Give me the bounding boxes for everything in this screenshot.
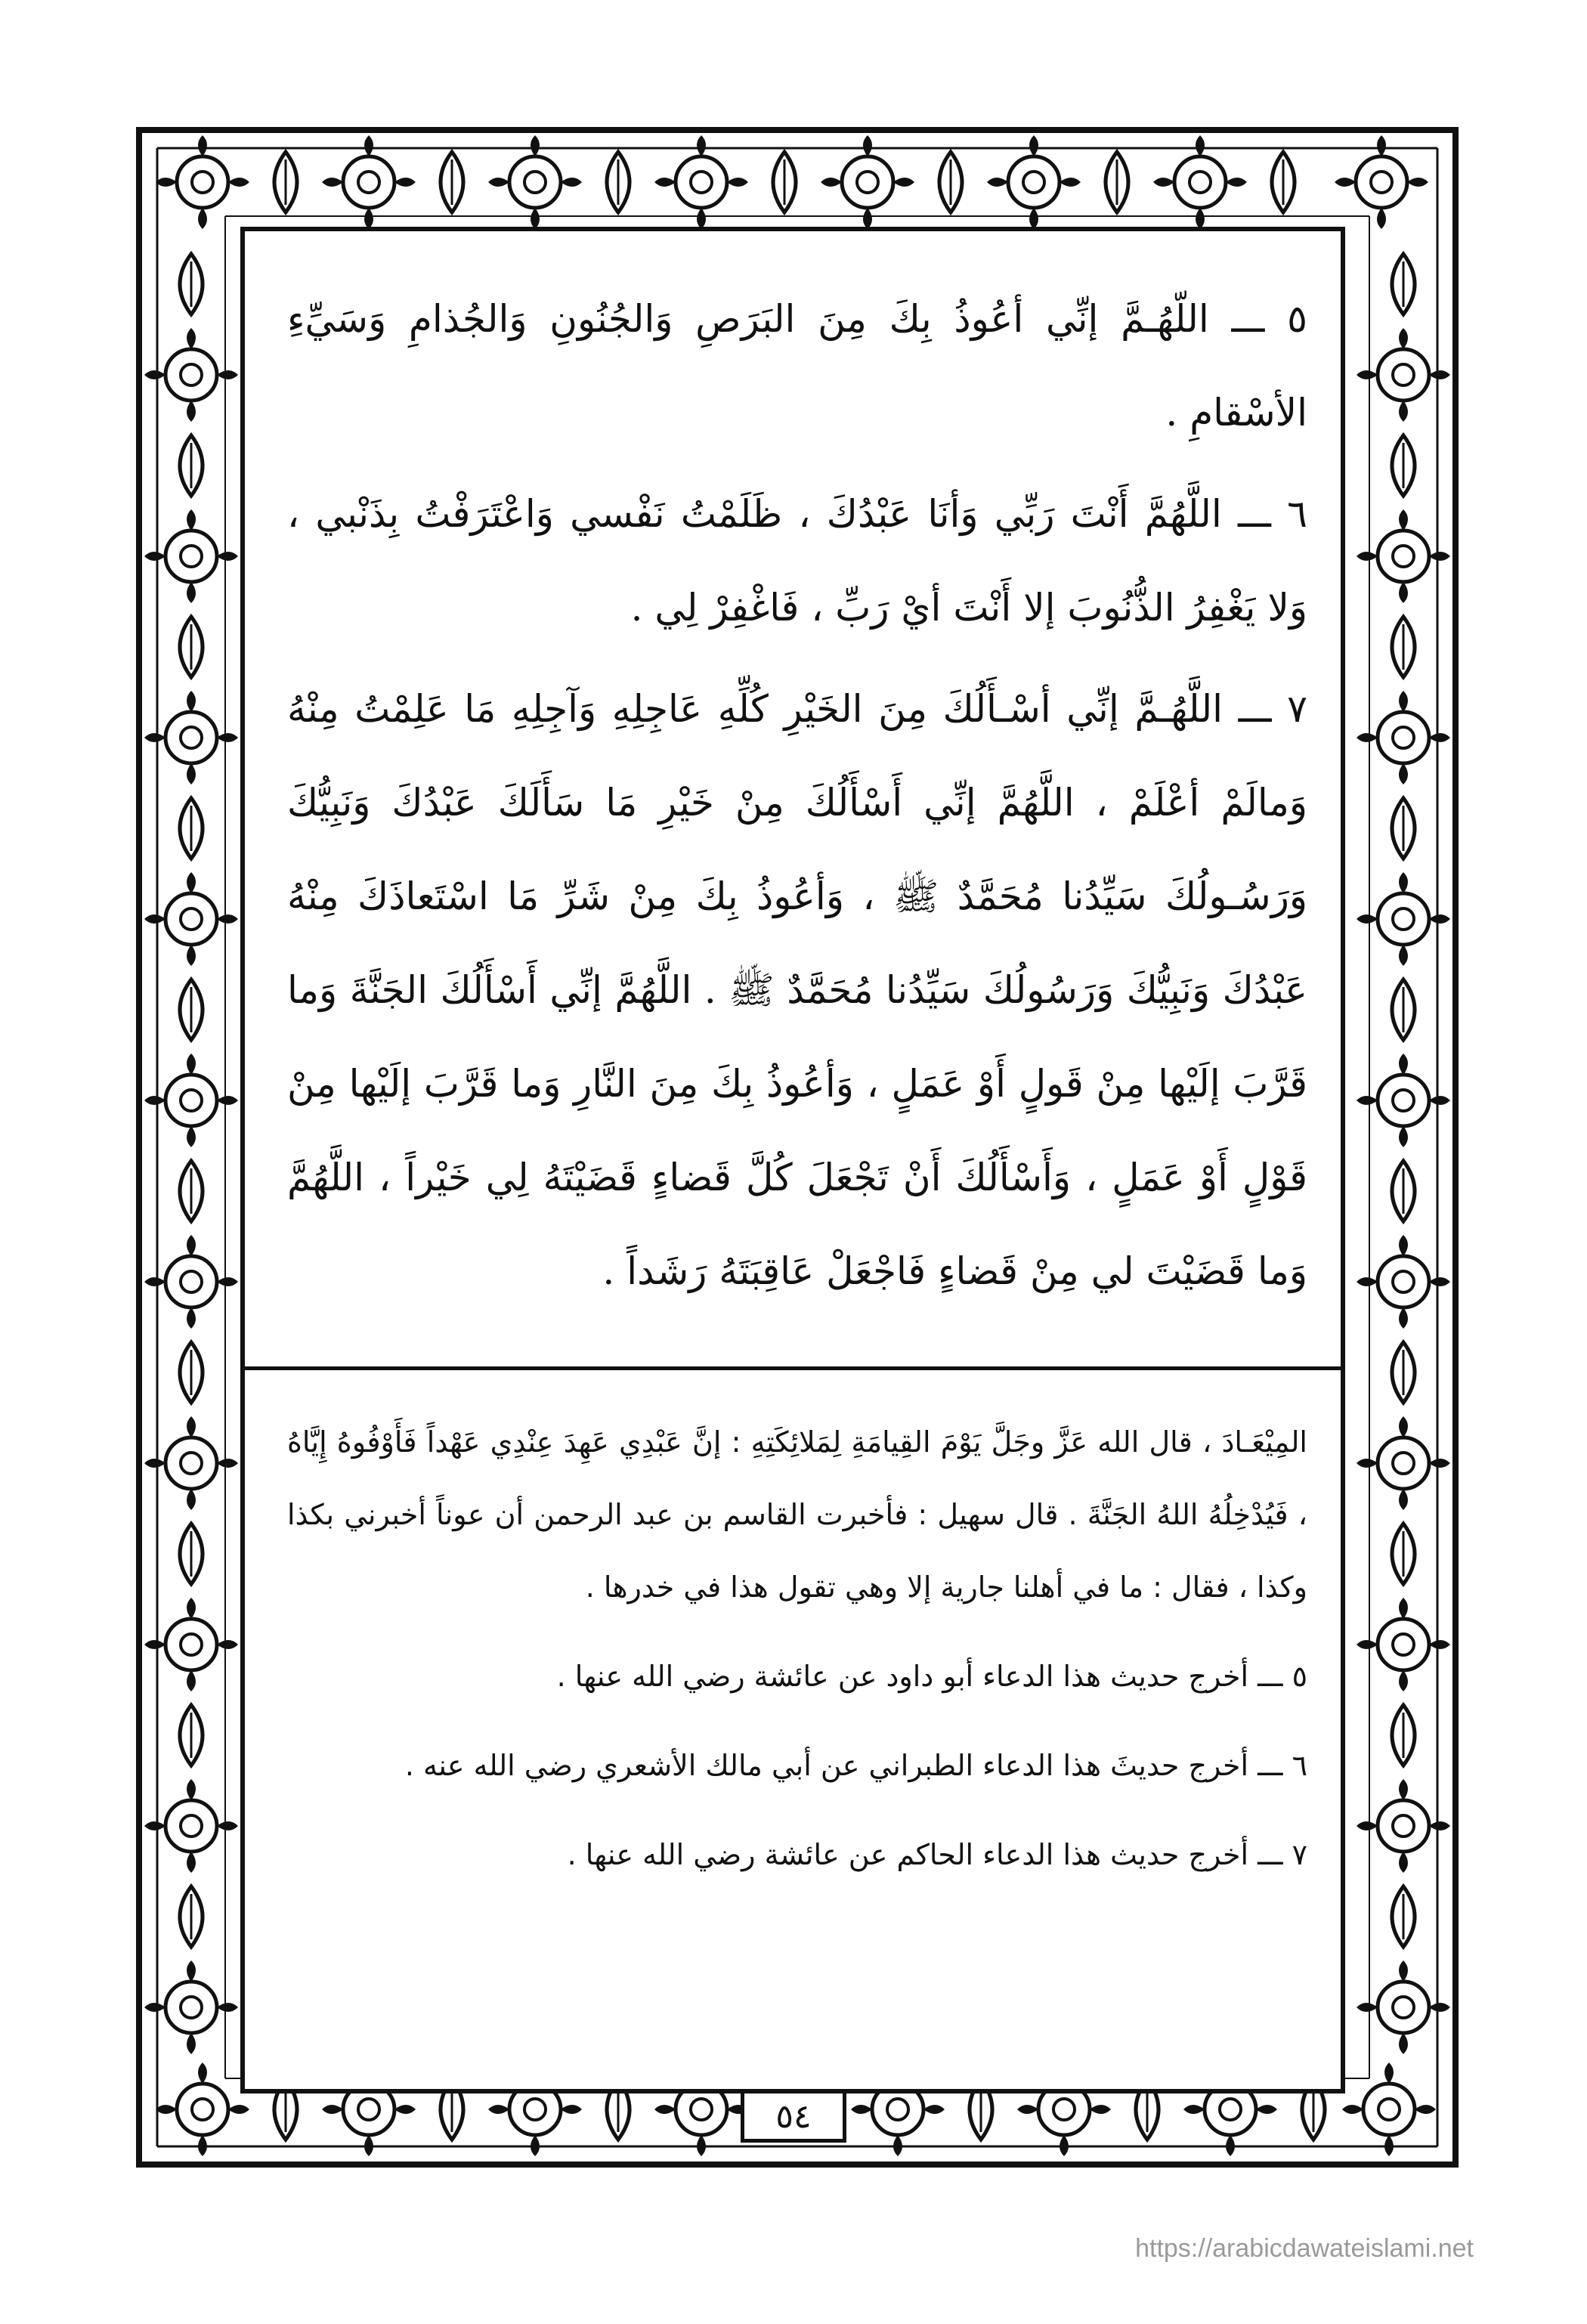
dua-section	[287, 272, 1307, 1326]
dua-5: ٥ ـــ اللّهُـمَّ إنِّي أعُوذُ بِكَ مِنَ البَرَصِ وَالجُنُونِ وَالجُذامِ وَسَيِّءِ الأسْقامِ .	[287, 297, 1307, 435]
footnotes-section	[287, 1406, 1307, 1908]
dua-7: ٧ ـــ اللَّهُـمَّ إنِّي أسْـأَلُكَ مِنَ الخَيْرِ كُلِّهِ عَاجِلِهِ وَآجِلِهِ مَا عَلِمْتُ مِنْهُ وَمالَمْ أعْلَمْ ، اللَّهُمَّ إنِّي أَسْأَلُكَ مِنْ خَيْرِ مَا سَأَلَكَ عَبْدُكَ وَنَبِيُّكَ وَرَسُـولُكَ سَيِّدُنا مُحَمَّدٌ ﷺ ، وَأعُوذُ بِكَ مِنْ شَرِّ مَا اسْتَعاذَكَ مِنْهُ عَبْدُكَ وَنَبِيُّكَ وَرَسُولُكَ سَيِّدُنا مُحَمَّدٌ ﷺ . اللَّهُمَّ إنِّي أَسْأَلُكَ الجَنَّةَ وَما قَرَّبَ إلَيْها مِنْ قَولٍ أَوْ عَمَلٍ ، وَأعُوذُ بِكَ مِنَ النَّارِ وَما قَرَّبَ إلَيْها مِنْ قَوْلٍ أَوْ عَمَلٍ ، وَأَسْأَلُكَ أَنْ تَجْعَلَ كُلَّ قَضاءٍ قَضَيْتَهُ لِي خَيْراً ، اللَّهُمَّ وَما قَضَيْتَ لي مِنْ قَضاءٍ فَاجْعَلْ عَاقِبَتَهُ رَشَداً .	[287, 687, 1307, 1293]
footnote-divider	[245, 1366, 1341, 1370]
footnote-5: ٥ ـــ أخرج حديث هذا الدعاء أبو داود عن عائشة رضي الله عنها .	[556, 1660, 1307, 1693]
page-number: ٥٤	[741, 2090, 846, 2143]
footnote-6: ٦ ـــ أخرج حديثَ هذا الدعاء الطبراني عن أبي مالك الأشعري رضي الله عنه .	[404, 1749, 1307, 1782]
footnote-continuation: المِيْعَـادَ ، قال الله عَزَّ وجَلَّ يَوْمَ القِيامَةِ لِمَلائِكَتِهِ : إنَّ عَبْدِي عَهِدَ عِنْدِي عَهْداً فَأَوْفُوهُ إِيَّاهُ ، فَيُدْخِلُهُ اللهُ الجَنَّةَ . قال سهيل : فأخبرت القاسم بن عبد الرحمن أن عوناً أخبرني بكذا وكذا ، فقال : ما في أهلنا جارية إلا وهي تقول هذا في خدرها .	[287, 1425, 1307, 1604]
dua-6: ٦ ـــ اللَّهُمَّ أَنْتَ رَبِّي وَأنَا عَبْدُكَ ، ظَلَمْتُ نَفْسي وَاعْتَرَفْتُ بِذَنْبي ، وَلا يَغْفِرُ الذُّنُوبَ إلا أَنْتَ أيْ رَبِّ ، فَاغْفِرْ لِي .	[287, 492, 1307, 630]
footnote-7: ٧ ـــ أخرج حديث هذا الدعاء الحاكم عن عائشة رضي الله عنها .	[567, 1838, 1307, 1871]
website-watermark: https://arabicdawateislami.net	[1135, 2234, 1474, 2263]
